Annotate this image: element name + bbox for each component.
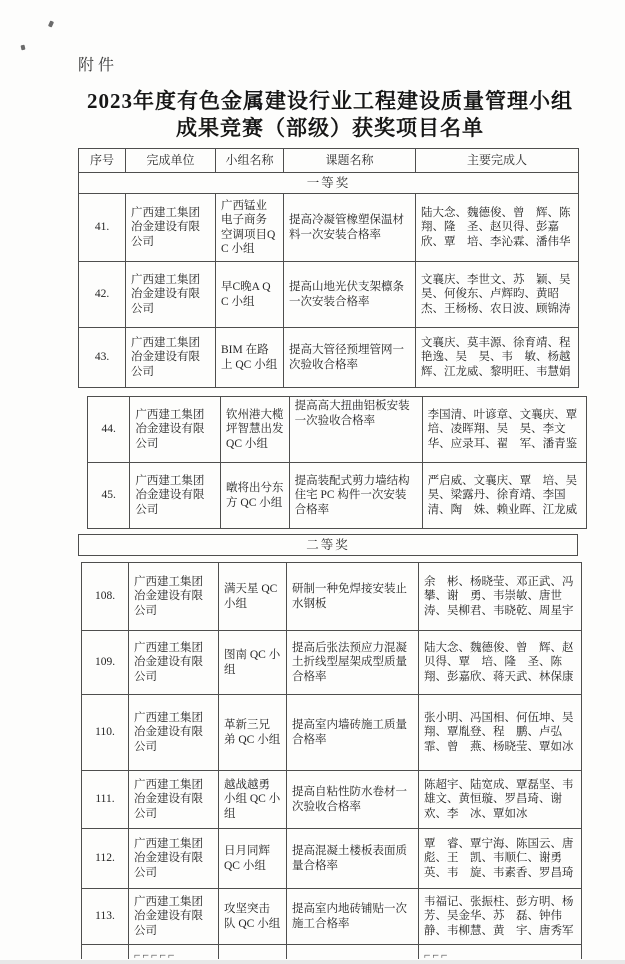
cell-topic: 提高大管径预埋管网一次验收合格率 (284, 328, 416, 388)
scan-artifact-mark (48, 20, 54, 27)
section-banner-label: 二等奖 (79, 535, 578, 556)
header-topic: 课题名称 (284, 149, 416, 173)
cell-no: 44. (88, 397, 130, 463)
cell-members: 陆大念、魏德俊、曾 辉、赵贝得、覃 培、隆 圣、陈 翔、彭嘉欣、蒋天武、林保康 (419, 631, 582, 695)
section-banner-first-prize (79, 173, 579, 194)
cell-members: 张小明、冯国相、何伍坤、吴 翔、覃胤登、程 鹏、卢弘霏、曾 燕、杨晓莹、覃如冰 (419, 695, 582, 771)
cell-unit: 广西建工集团冶金建设有限公司 (129, 695, 219, 771)
cell-unit: 广西建工集团冶金建设有限公司 (126, 328, 216, 388)
cell-topic: 提高混凝土楼板表面质量合格率 (287, 829, 419, 889)
cell-group: 革新三兄弟 QC 小组 (219, 695, 287, 771)
table-row (88, 463, 587, 529)
cell-group: 早C晚A QC 小组 (216, 262, 284, 328)
cell-unit: 广西建工集团冶金建设有限公司 (129, 563, 219, 631)
cell-unit: 广西建工集团冶金建设有限公司 (126, 262, 216, 328)
cell-unit: 广西建工集团冶金建设有限公司 (129, 631, 219, 695)
cell-members: 严启威、文襄庆、覃 培、吴 昊、梁露丹、徐育靖、李国清、陶 姝、赖业晖、江龙威 (422, 463, 586, 529)
cell-no: 113. (82, 889, 129, 945)
cell-unit: 广西建工集团冶金建设有限公司 (129, 771, 219, 829)
cell-no: 111. (82, 771, 129, 829)
cell-no: 45. (88, 463, 130, 529)
cell-topic: 提高室内地砖铺贴一次施工合格率 (287, 889, 419, 945)
cell-members: 陈超宇、陆宽成、覃磊坚、韦雄文、黄恒璇、罗昌琦、谢 欢、李 冰、覃如冰 (419, 771, 582, 829)
cell-members: 文襄庆、李世文、苏 颖、吴 昊、何俊东、卢辉昀、黄昭杰、王杨杨、农日波、顾锦涛 (416, 262, 579, 328)
cell-group: 图南 QC 小组 (219, 631, 287, 695)
awards-table-segment-4 (81, 562, 585, 963)
awards-table-segment-1 (78, 148, 582, 388)
cell-no: 110. (82, 695, 129, 771)
awards-table-segment-3 (78, 534, 578, 556)
table-row (88, 397, 587, 463)
cell-group: 满天星 QC 小组 (219, 563, 287, 631)
cell-topic: 研制一种免焊接安装止水钢板 (287, 563, 419, 631)
header-members: 主要完成人 (416, 149, 579, 173)
header-no: 序号 (79, 149, 126, 173)
header-unit: 完成单位 (126, 149, 216, 173)
cell-no: 108. (82, 563, 129, 631)
awards-table (78, 148, 589, 963)
table-row (79, 194, 579, 262)
cell-members-clipped (419, 945, 582, 963)
cell-topic: 提高高大扭曲铝板安装一次验收合格率 (289, 397, 422, 463)
document-title-line2: 成果竞赛（部级）获奖项目名单 (176, 116, 484, 140)
attachment-label: 附件 (78, 57, 119, 74)
section-banner-label: 一等奖 (79, 173, 579, 194)
cell-unit: 广西建工集团冶金建设有限公司 (129, 829, 219, 889)
cell-topic: 提高自粘性防水卷材一次验收合格率 (287, 771, 419, 829)
cell-group: 暾将出兮东方 QC 小组 (221, 463, 290, 529)
document-title-line1: 2023年度有色金属建设行业工程建设质量管理小组 (87, 89, 573, 113)
cell-topic-clipped (287, 945, 419, 959)
table-row (82, 771, 582, 829)
cell-no: 41. (79, 194, 126, 262)
cell-unit: 广西建工集团冶金建设有限公司 (126, 194, 216, 262)
cell-no: 43. (79, 328, 126, 388)
cell-topic: 提高后张法预应力混凝土折线型屋架成型质量合格率 (287, 631, 419, 695)
cell-unit: 广西建工集团冶金建设有限公司 (129, 889, 219, 945)
cell-no: 112. (82, 829, 129, 889)
table-row (82, 889, 582, 945)
header-group: 小组名称 (216, 149, 284, 173)
clipped-text-fragment: ⌐⌐⌐⌐⌐ (134, 950, 177, 963)
table-row (82, 563, 582, 631)
table-row (82, 631, 582, 695)
cell-group: 日月同辉 QC 小组 (219, 829, 287, 889)
cell-unit: 广西建工集团冶金建设有限公司 (130, 463, 221, 529)
cell-no: 42. (79, 262, 126, 328)
table-row (79, 328, 579, 388)
cell-group-clipped (219, 945, 287, 959)
table-row (82, 695, 582, 771)
awards-table-segment-2 (87, 396, 587, 529)
cell-members: 文襄庆、莫丰源、徐育靖、程艳逸、吴 昊、韦 敏、杨越辉、江龙威、黎明旺、韦慧娟 (416, 328, 579, 388)
section-banner-second-prize (79, 535, 578, 556)
cell-topic: 提高冷凝管橡塑保温材料一次安装合格率 (284, 194, 416, 262)
scan-artifact-mark (21, 45, 26, 51)
table-row-clipped (82, 945, 582, 959)
table-row (79, 262, 579, 328)
cell-members: 覃 睿、覃宁海、陈国云、唐 彪、王 凯、韦顺仁、谢勇英、韦 旋、韦素香、罗昌琦 (419, 829, 582, 889)
table-row (82, 829, 582, 889)
cell-no-clipped (82, 945, 129, 959)
cell-members: 韦福记、张振柱、彭方明、杨 芳、吴金华、苏 磊、钟伟静、韦柳慧、黄 宇、唐秀军 (419, 889, 582, 945)
cell-unit-clipped (129, 945, 219, 963)
document-title (60, 88, 600, 142)
cell-members: 李国清、叶谚章、文襄庆、覃 培、凌晖翔、吴 昊、李文华、应录耳、翟 军、潘青鉴 (422, 397, 586, 463)
cell-topic: 提高山地光伏支架檩条一次安装合格率 (284, 262, 416, 328)
cell-topic: 提高装配式剪力墙结构住宅 PC 构件一次安装合格率 (289, 463, 422, 529)
table-header-row (79, 149, 579, 173)
cell-topic: 提高室内墙砖施工质量合格率 (287, 695, 419, 771)
cell-no: 109. (82, 631, 129, 695)
cell-group: 攻坚突击队 QC 小组 (219, 889, 287, 945)
cell-members: 余 彬、杨晓莹、邓正武、冯 攀、谢 勇、韦崇敏、唐世涛、吴柳君、韦晓乾、周星宇 (419, 563, 582, 631)
cell-group: 广西锰业电子商务空调项目QC 小组 (216, 194, 284, 262)
cell-unit: 广西建工集团冶金建设有限公司 (130, 397, 221, 463)
cell-members: 陆大念、魏德俊、曾 辉、陈 翔、隆 圣、赵贝得、彭嘉欣、覃 培、李沁霖、潘伟华 (416, 194, 579, 262)
cell-group: 越战越勇小组 QC 小组 (219, 771, 287, 829)
cell-group: 钦州港大榄坪智慧出发 QC 小组 (221, 397, 290, 463)
clipped-text-fragment: ⌐⌐⌐ (424, 950, 450, 963)
cell-group: BIM 在路上 QC 小组 (216, 328, 284, 388)
